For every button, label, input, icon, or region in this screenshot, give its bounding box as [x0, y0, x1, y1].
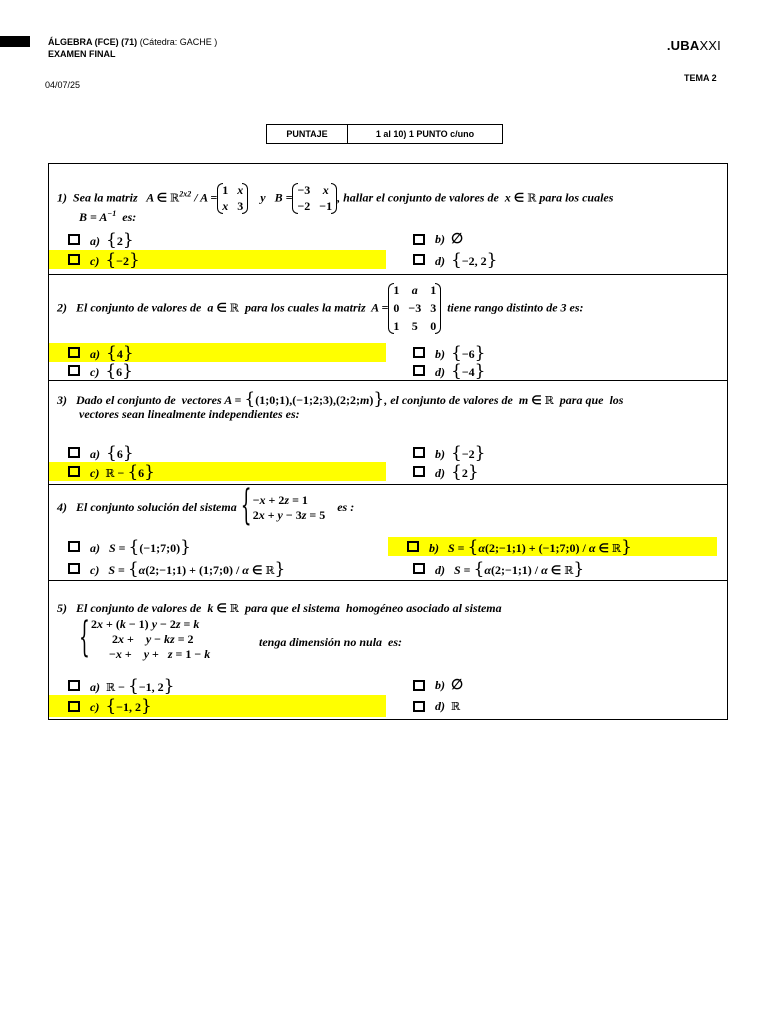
- option-2d[interactable]: d) {−4}: [394, 361, 486, 380]
- score-table: [266, 124, 503, 144]
- course-line: [48, 37, 217, 48]
- option-3a[interactable]: a) {6}: [49, 443, 134, 462]
- question-1-text-line2: $B = A^{-1}$ es:: [79, 209, 137, 224]
- option-1b[interactable]: b) ∅: [394, 230, 463, 249]
- catedra: (Cátedra: GACHE ): [139, 37, 218, 47]
- checkbox[interactable]: [68, 234, 80, 245]
- checkbox[interactable]: [413, 447, 425, 458]
- score-value: 1 al 10) 1 PUNTO c/uno: [375, 129, 475, 139]
- question-3-text-line2: vectores sean linealmente independientes es:: [79, 407, 300, 421]
- checkbox[interactable]: [68, 447, 80, 458]
- course-title: ÁLGEBRA (FCE) (71): [48, 37, 138, 47]
- option-4b[interactable]: b) S = {α(2;−1;1) + (−1;7;0) / α ∈ ℝ}: [388, 537, 717, 556]
- checkbox[interactable]: [68, 466, 80, 477]
- option-3b[interactable]: b) {−2}: [394, 443, 486, 462]
- option-4c[interactable]: c) S = {α(2;−1;1) + (1;7;0) / α ∈ ℝ}: [49, 559, 285, 578]
- checkbox[interactable]: [413, 365, 425, 376]
- question-2: [49, 274, 727, 380]
- question-3: [49, 380, 727, 484]
- score-label: PUNTAJE: [267, 125, 348, 143]
- question-1-text: 1) Sea la matriz A ∈ ℝ$^{2x2}$ / A = 1 x x 3 y B = −3 x −2 −1 , hallar el conjunto de valores de x ∈ ℝ para los cuales: [57, 183, 614, 213]
- option-1a[interactable]: a) {2}: [49, 230, 134, 249]
- header-black-bar: [0, 36, 30, 47]
- question-4: [49, 484, 727, 580]
- tema-label: TEMA 2: [684, 73, 717, 83]
- option-1c[interactable]: c) {−2}: [49, 250, 386, 269]
- question-1: [49, 164, 727, 274]
- option-3c[interactable]: c) ℝ − {6}: [49, 462, 386, 481]
- option-4a[interactable]: a) S = {(−1;7;0)}: [49, 537, 191, 556]
- exam-questions: [48, 163, 728, 720]
- checkbox[interactable]: [413, 347, 425, 358]
- option-5a[interactable]: a) ℝ − {−1, 2}: [49, 676, 175, 695]
- checkbox[interactable]: [68, 254, 80, 265]
- exam-title: EXAMEN FINAL: [48, 49, 116, 59]
- checkbox[interactable]: [68, 680, 80, 691]
- option-5b[interactable]: b) ∅: [394, 676, 463, 695]
- option-5d[interactable]: d) ℝ: [394, 697, 460, 716]
- checkbox[interactable]: [413, 234, 425, 245]
- checkbox[interactable]: [68, 365, 80, 376]
- option-4d[interactable]: d) S = {α(2;−1;1) / α ∈ ℝ}: [394, 559, 584, 578]
- checkbox[interactable]: [68, 701, 80, 712]
- checkbox[interactable]: [413, 701, 425, 712]
- checkbox[interactable]: [413, 466, 425, 477]
- checkbox[interactable]: [413, 254, 425, 265]
- uba-xxi-logo: .UBAXXI: [666, 38, 721, 53]
- option-3d[interactable]: d) {2}: [394, 462, 479, 481]
- exam-date: 04/07/25: [45, 80, 81, 90]
- option-5c[interactable]: c) {−1, 2}: [49, 695, 386, 717]
- question-4-text: 4) El conjunto solución del sistema { −x + 2z = 1 2x + y − 3z = 5 es :: [57, 493, 354, 523]
- question-3-text: 3) Dado el conjunto de vectores A = {(1;0;1),(−1;2;3),(2;2;m)}, el conjunto de valores de m ∈ ℝ para que los: [57, 389, 624, 409]
- question-2-text: 2) El conjunto de valores de a ∈ ℝ para los cuales la matriz A = 1 a 1 0 −3 3 1 5 0 tiene rango distinto de 3 es:: [57, 283, 584, 333]
- checkbox[interactable]: [68, 541, 80, 552]
- option-2b[interactable]: b) {−6}: [394, 343, 486, 362]
- option-1d[interactable]: d) {−2, 2}: [394, 250, 498, 269]
- option-2a[interactable]: a) {4}: [49, 343, 386, 362]
- question-5-text: 5) El conjunto de valores de k ∈ ℝ para que el sistema homogéneo asociado al sistema: [57, 601, 502, 615]
- question-5-text-line2: tenga dimensión no nula es:: [259, 635, 403, 649]
- question-5-system: { 2x + (k − 1) y − 2z = k 2x + y − kz = 2 −x + y + z = 1 − k: [81, 617, 210, 662]
- checkbox[interactable]: [68, 563, 80, 574]
- checkbox[interactable]: [413, 563, 425, 574]
- checkbox[interactable]: [407, 541, 419, 552]
- option-2c[interactable]: c) {6}: [49, 361, 133, 380]
- checkbox[interactable]: [413, 680, 425, 691]
- question-5: [49, 580, 727, 719]
- checkbox[interactable]: [68, 347, 80, 358]
